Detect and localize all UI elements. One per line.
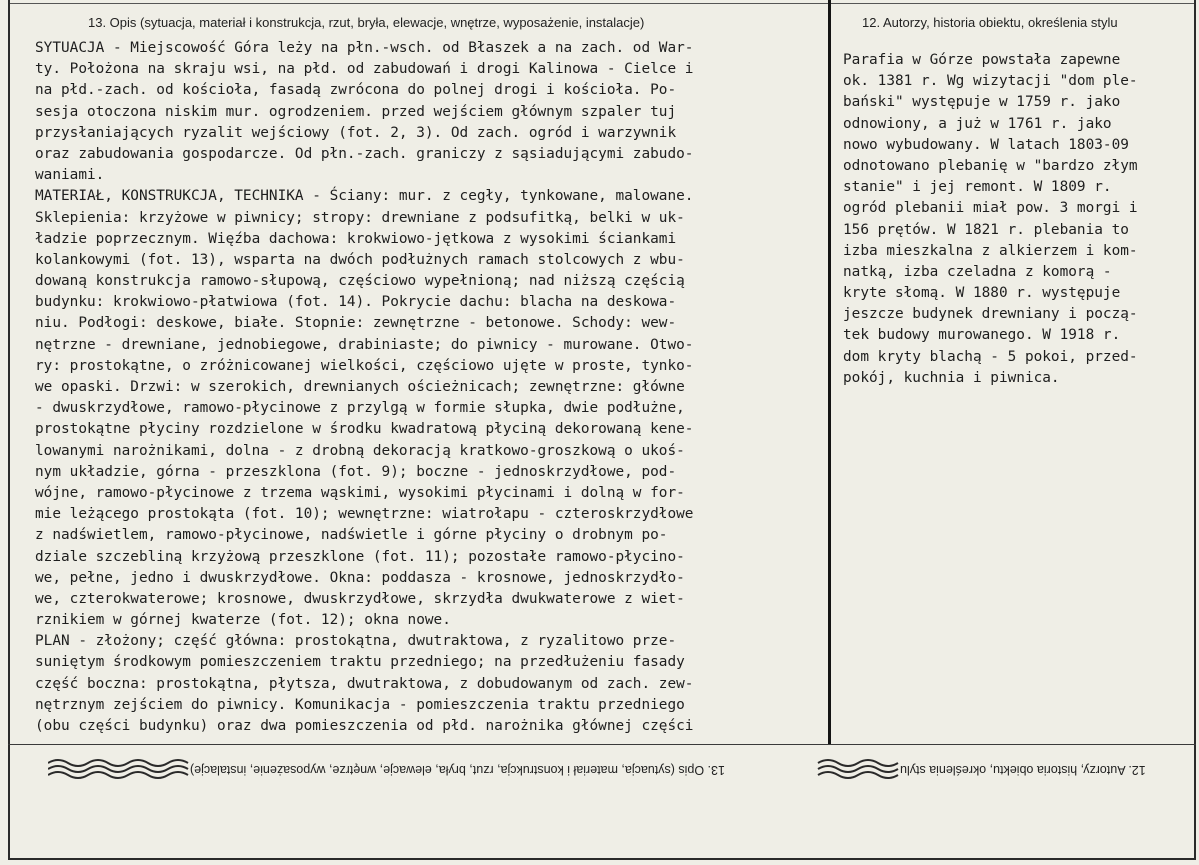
description-line: kolankowymi (fot. 13), wsparta na dwóch podłużnych ramach stolcowych z wbu-: [35, 251, 685, 268]
history-line: dom kryty blachą - 5 pokoi, przed-: [843, 348, 1138, 365]
description-line: dziale szczebliną krzyżową przeszklone (fot. 11); pozostałe ramowo-płycino-: [35, 548, 685, 565]
description-line: nętrznym zejściem do piwnicy. Komunikacja - pomieszczenia traktu przedniego: [35, 696, 685, 713]
description-line: nętrzne - drewniane, jednobiegowe, drabiniaste; do piwnicy - murowane. Otwo-: [35, 336, 694, 353]
description-line: dowaną konstrukcja ramowo-słupową, częściowo wypełnioną; nad niższą częścią: [35, 273, 685, 290]
history-line: bański" występuje w 1759 r. jako: [843, 94, 1121, 111]
history-line: stanie" i jej remont. W 1809 r.: [843, 179, 1112, 196]
section-12-header: 12. Autorzy, historia obiektu, określenia stylu: [862, 15, 1118, 30]
history-line: ok. 1381 r. Wg wizytacji "dom ple-: [843, 73, 1138, 90]
description-line: sesja otoczona niskim mur. ogrodzeniem. przed wejściem głównym szpaler tuj: [35, 103, 677, 120]
frame-bottom-border: [8, 858, 1196, 860]
description-line: mie leżącego prostokąta (fot. 10); wewnętrzne: wiatrołapu - czteroskrzydłowe: [35, 506, 694, 523]
description-line: na płd.-zach. od kościoła, fasadą zwrócona do polnej drogi i kościoła. Po-: [35, 82, 677, 99]
history-line: tek budowy murowanego. W 1918 r.: [843, 327, 1121, 344]
description-line: suniętym środkowym pomieszczeniem traktu przedniego; na przedłużeniu fasady: [35, 654, 685, 671]
history-line: 156 prętów. W 1821 r. plebania to: [843, 221, 1129, 238]
bottom-rule: [8, 744, 1196, 745]
mirrored-footer-left: 13. Opis (sytuacja, materiał i konstrukcja, rzut, bryła, elewacje, wnętrze, wyposażenie, instalacje): [190, 763, 725, 777]
description-line: ty. Położona na skraju wsi, na płd. od zabudowań i drogi Kalinowa - Cielce i: [35, 61, 694, 78]
history-line: kryte słomą. W 1880 r. występuje: [843, 285, 1121, 302]
history-line: pokój, kuchnia i piwnica.: [843, 369, 1060, 386]
history-text-column: [843, 50, 1193, 389]
history-line: odnowiony, a już w 1761 r. jako: [843, 115, 1112, 132]
description-line: - dwuskrzydłowe, ramowo-płycinowe z przylgą w formie słupka, dwie podłużne,: [35, 400, 685, 417]
description-line: prostokątne płyciny rozdzielone w środku kwadratową płyciną dekorowaną kene-: [35, 421, 694, 438]
frame-left-border: [8, 0, 10, 860]
description-line: we opaski. Drzwi: w szerokich, drewnianych ościeżnicach; zewnętrzne: główne: [35, 379, 685, 395]
description-line: budynku: krokwiowo-płatwiowa (fot. 14). Pokrycie dachu: blacha na deskowa-: [35, 294, 677, 311]
description-line: wójne, ramowo-płycinowe z trzema wąskimi, wysokimi płycinami i dolną w for-: [35, 484, 685, 501]
description-line: Sklepienia: krzyżowe w piwnicy; stropy: drewniane z podsufitką, belki w uk-: [35, 209, 685, 226]
mirrored-footer-right: 12. Autorzy, historia obiektu, określenia stylu: [900, 763, 1146, 777]
description-line: rznikiem w górnej kwaterze (fot. 12); okna nowe.: [35, 612, 451, 629]
description-line: (obu części budynku) oraz dwa pomieszczenia od płd. narożnika głównej części: [35, 718, 694, 734]
history-line: izba mieszkalna z alkierzem i kom-: [843, 242, 1138, 259]
history-line: jeszcze budynek drewniany i począ-: [843, 306, 1138, 323]
section-13-header: 13. Opis (sytuacja, materiał i konstrukcja, rzut, bryła, elewacje, wnętrze, wyposażenie, instalacje): [88, 15, 645, 30]
description-line: SYTUACJA - Miejscowość Góra leży na płn.-wsch. od Błaszek a na zach. od War-: [35, 40, 694, 56]
history-line: ogród plebanii miał pow. 3 morgi i: [843, 200, 1138, 217]
description-line: oraz zabudowania gospodarcze. Od płn.-zach. graniczy z sąsiadującymi zabudo-: [35, 145, 694, 162]
column-separator: [828, 0, 831, 745]
description-line: ładzie poprzecznym. Więźba dachowa: krokwiowo-jętkowa z wysokimi ściankami: [35, 230, 677, 247]
description-line: we, pełne, jedno i dwuskrzydłowe. Okna: poddasza - krosnowe, jednoskrzydło-: [35, 569, 685, 586]
frame-top-border: [8, 3, 1196, 4]
description-line: waniami.: [35, 167, 105, 184]
description-line: ry: prostokątne, o zróżnicowanej wielkości, częściowo ujęte w proste, tynko-: [35, 357, 694, 374]
history-line: Parafia w Górze powstała zapewne: [843, 52, 1121, 68]
description-line: niu. Podłogi: deskowe, białe. Stopnie: zewnętrzne - betonowe. Schody: wew-: [35, 315, 677, 332]
description-line: we, czterokwaterowe; krosnowe, dwuskrzydłowe, skrzydła dwukwaterowe z wiet-: [35, 590, 685, 607]
description-line: część boczna: prostokątna, płytsza, dwutraktowa, z dobudowanym od zach. zew-: [35, 675, 694, 692]
description-line: MATERIAŁ, KONSTRUKCJA, TECHNIKA - Ściany: mur. z cegły, tynkowane, malowane.: [35, 188, 694, 205]
history-line: odnotowano plebanię w "bardzo złym: [843, 157, 1138, 174]
description-line: z nadświetlem, ramowo-płycinowe, nadświetle i górne płyciny o drobnym po-: [35, 527, 668, 544]
history-line: natką, izba czeladna z komorą -: [843, 263, 1112, 280]
description-line: lowanymi narożnikami, dolna - z drobną dekoracją kratkowo-groszkową o ukoś-: [35, 442, 685, 459]
frame-right-border: [1194, 0, 1196, 860]
description-line: nym układzie, górna - przeszklona (fot. 9); boczne - jednoskrzydłowe, pod-: [35, 463, 677, 480]
history-line: nowo wybudowany. W latach 1803-09: [843, 136, 1129, 153]
description-text-column: [35, 38, 825, 737]
description-line: przysłaniających ryzalit wejściowy (fot. 2, 3). Od zach. ogród i warzywnik: [35, 124, 677, 141]
description-line: PLAN - złożony; część główna: prostokątna, dwutraktowa, z ryzalitowo prze-: [35, 633, 677, 650]
